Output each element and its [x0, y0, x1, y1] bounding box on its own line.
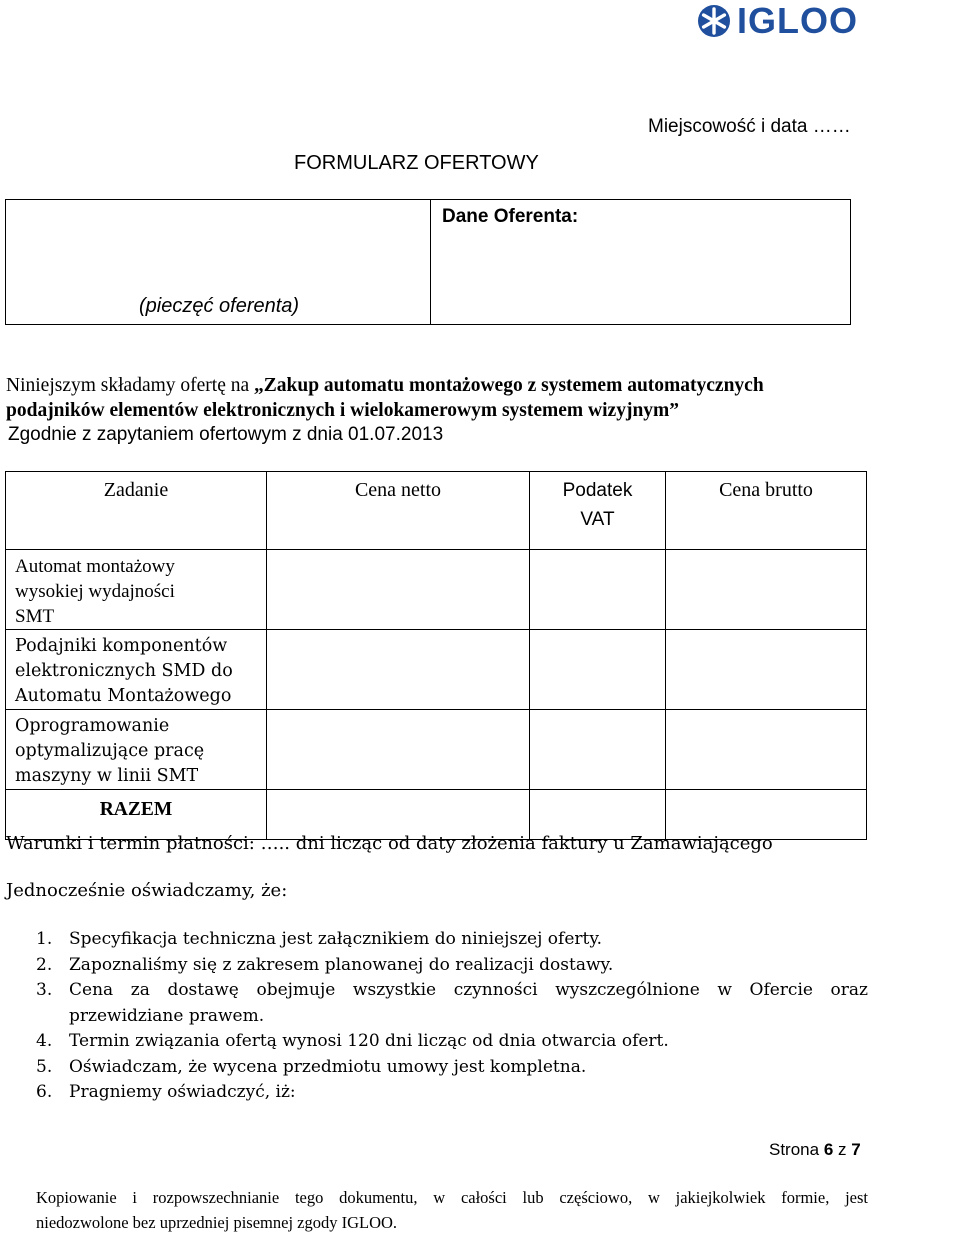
list-item: 2. Zapoznaliśmy się z zakresem planowanej do realizacji dostawy. [36, 954, 614, 975]
logo-wordmark: IGLOO [737, 0, 858, 41]
total-gross-cell[interactable] [666, 790, 867, 840]
net-price-cell[interactable] [267, 710, 530, 790]
price-table-header [6, 472, 867, 550]
table-row [6, 550, 867, 630]
offeror-box-divider [430, 199, 431, 325]
vat-cell[interactable] [530, 710, 666, 790]
offeror-data-label: Dane Oferenta: [442, 206, 579, 227]
footer-line-2: niedozwolone bez uprzedniej pisemnej zgody IGLOO. [36, 1213, 398, 1232]
igloo-logo [697, 0, 959, 41]
offer-subject-line-1: „Zakup automatu montażowego z systemem automatycznych [254, 375, 764, 396]
task-cell: Podajniki komponentów elektronicznych SMD do Automatu Montażowego [6, 630, 267, 710]
form-title: FORMULARZ OFERTOWY [294, 152, 539, 174]
list-item: 6. Pragniemy oświadczyć, iż: [36, 1082, 296, 1102]
declarations-intro: Jednocześnie oświadczamy, że: [6, 880, 288, 901]
vat-cell[interactable] [530, 550, 666, 630]
header-vat-line-1: Podatek [562, 480, 633, 501]
total-label: RAZEM [6, 790, 267, 840]
gross-price-cell[interactable] [666, 710, 867, 790]
gross-price-cell[interactable] [666, 630, 867, 710]
gross-price-cell[interactable] [666, 550, 867, 630]
price-table [5, 471, 867, 840]
header-vat-line-2: VAT [580, 509, 615, 530]
list-item: 4. Termin związania ofertą wynosi 120 dni licząc od dnia otwarcia ofert. [36, 1031, 669, 1051]
task-cell: Oprogramowanie optymalizujące pracę maszyny w linii SMT [6, 710, 267, 790]
inquiry-reference: Zgodnie z zapytaniem ofertowym z dnia 01.07.2013 [8, 424, 444, 445]
table-row [6, 710, 867, 790]
footer-line-1: Kopiowanie i rozpowszechnianie tego dokumentu, w całości lub częściowo, w jakiejkolwiek formie, jest [36, 1188, 868, 1207]
total-row [6, 790, 867, 840]
place-and-date: Miejscowość i data …… [648, 116, 851, 137]
table-row [6, 630, 867, 710]
list-item: 3. Cena za dostawę obejmuje wszystkie czynności wyszczególnione w Ofercie oraz przewidziane prawem. [36, 980, 868, 1026]
header-vat [530, 472, 666, 550]
list-item: 1. Specyfikacja techniczna jest załącznikiem do niniejszej oferty. [36, 929, 603, 949]
vat-cell[interactable] [530, 630, 666, 710]
header-net-price: Cena netto [267, 472, 530, 550]
intro-line-1 [6, 374, 956, 399]
payment-terms: Warunki i termin płatności: ….. dni licząc od daty złożenia faktury u Zamawiającego [6, 833, 773, 854]
page-number: Strona 6 z 7 [769, 1140, 861, 1159]
header-task: Zadanie [6, 472, 267, 550]
list-item: 5. Oświadczam, że wycena przedmiotu umowy jest kompletna. [36, 1056, 587, 1077]
offeror-box [5, 199, 851, 325]
intro-lead: Niniejszym składamy ofertę na [6, 375, 255, 396]
net-price-cell[interactable] [267, 630, 530, 710]
offer-subject-line-2: podajników elementów elektronicznych i wielokamerowym systemem wizyjnym” [6, 399, 680, 421]
total-pages: 7 [851, 1140, 861, 1159]
total-net-cell[interactable] [267, 790, 530, 840]
task-cell: Automat montażowy wysokiej wydajności SMT [6, 550, 267, 630]
copyright-footer [36, 1185, 868, 1235]
header-gross-price: Cena brutto [666, 472, 867, 550]
declarations-list [36, 927, 868, 1106]
offer-intro [6, 374, 956, 448]
total-vat-cell[interactable] [530, 790, 666, 840]
current-page: 6 [823, 1140, 834, 1159]
offeror-stamp-label: (pieczęć oferenta) [139, 295, 300, 317]
net-price-cell[interactable] [267, 550, 530, 630]
snowflake-icon [697, 4, 731, 38]
